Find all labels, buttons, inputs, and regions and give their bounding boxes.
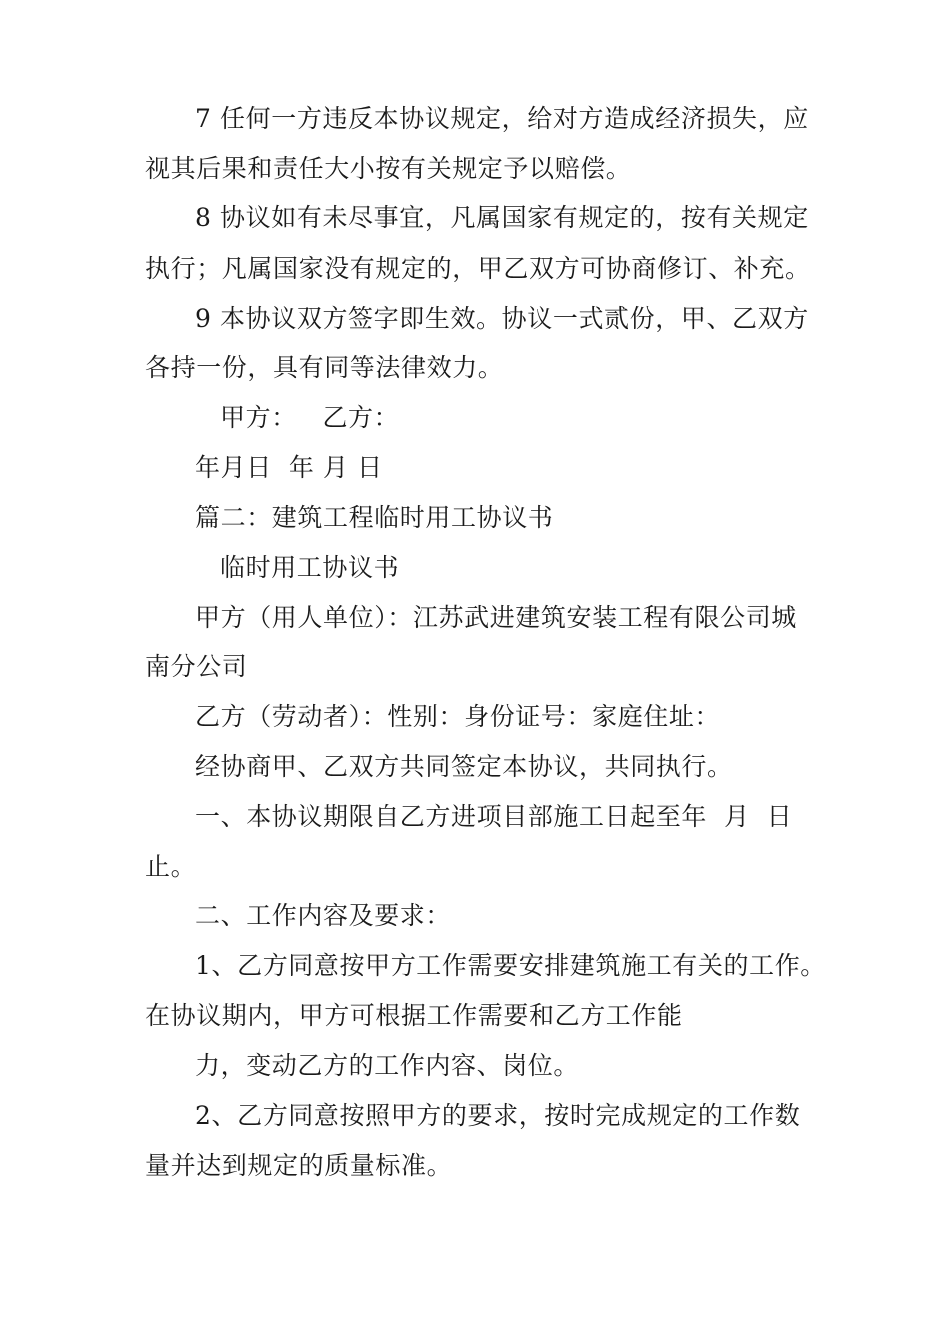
text-line: 各持一份，具有同等法律效力。 — [145, 353, 504, 382]
text-line: 量并达到规定的质量标准。 — [145, 1151, 453, 1180]
section-heading: 篇二：建筑工程临时用工协议书 — [195, 503, 554, 532]
text-line: 乙方（劳动者）：性别：身份证号：家庭住址： — [195, 702, 721, 731]
text-line: 8 协议如有未尽事宜，凡属国家有规定的，按有关规定 — [195, 203, 809, 232]
text-line: 视其后果和责任大小按有关规定予以赔偿。 — [145, 154, 632, 183]
text-line: 止。 — [145, 852, 197, 881]
signature-parties: 甲方： 乙方： — [220, 403, 400, 432]
text-line: 南分公司 — [145, 652, 248, 681]
text-line: 1、乙方同意按甲方工作需要安排建筑施工有关的工作。 — [195, 951, 826, 980]
text-line: 一、本协议期限自乙方进项目部施工日起至年 月 日 — [195, 802, 793, 831]
text-line: 经协商甲、乙双方共同签定本协议，共同执行。 — [195, 752, 733, 781]
document-title: 临时用工协议书 — [220, 553, 400, 582]
text-line: 力，变动乙方的工作内容、岗位。 — [195, 1051, 580, 1080]
text-line: 2、乙方同意按照甲方的要求，按时完成规定的工作数 — [195, 1101, 801, 1130]
text-line: 二、工作内容及要求： — [195, 901, 452, 930]
text-line: 在协议期内，甲方可根据工作需要和乙方工作能 — [145, 1001, 683, 1030]
text-line: 9 本协议双方签字即生效。协议一式贰份，甲、乙双方 — [195, 304, 809, 333]
signature-dates: 年月日 年 月 日 — [195, 453, 383, 482]
text-line: 7 任何一方违反本协议规定，给对方造成经济损失，应 — [195, 104, 809, 133]
text-line: 执行；凡属国家没有规定的，甲乙双方可协商修订、补充。 — [145, 254, 811, 283]
text-line: 甲方（用人单位）：江苏武进建筑安装工程有限公司城 — [195, 603, 797, 632]
